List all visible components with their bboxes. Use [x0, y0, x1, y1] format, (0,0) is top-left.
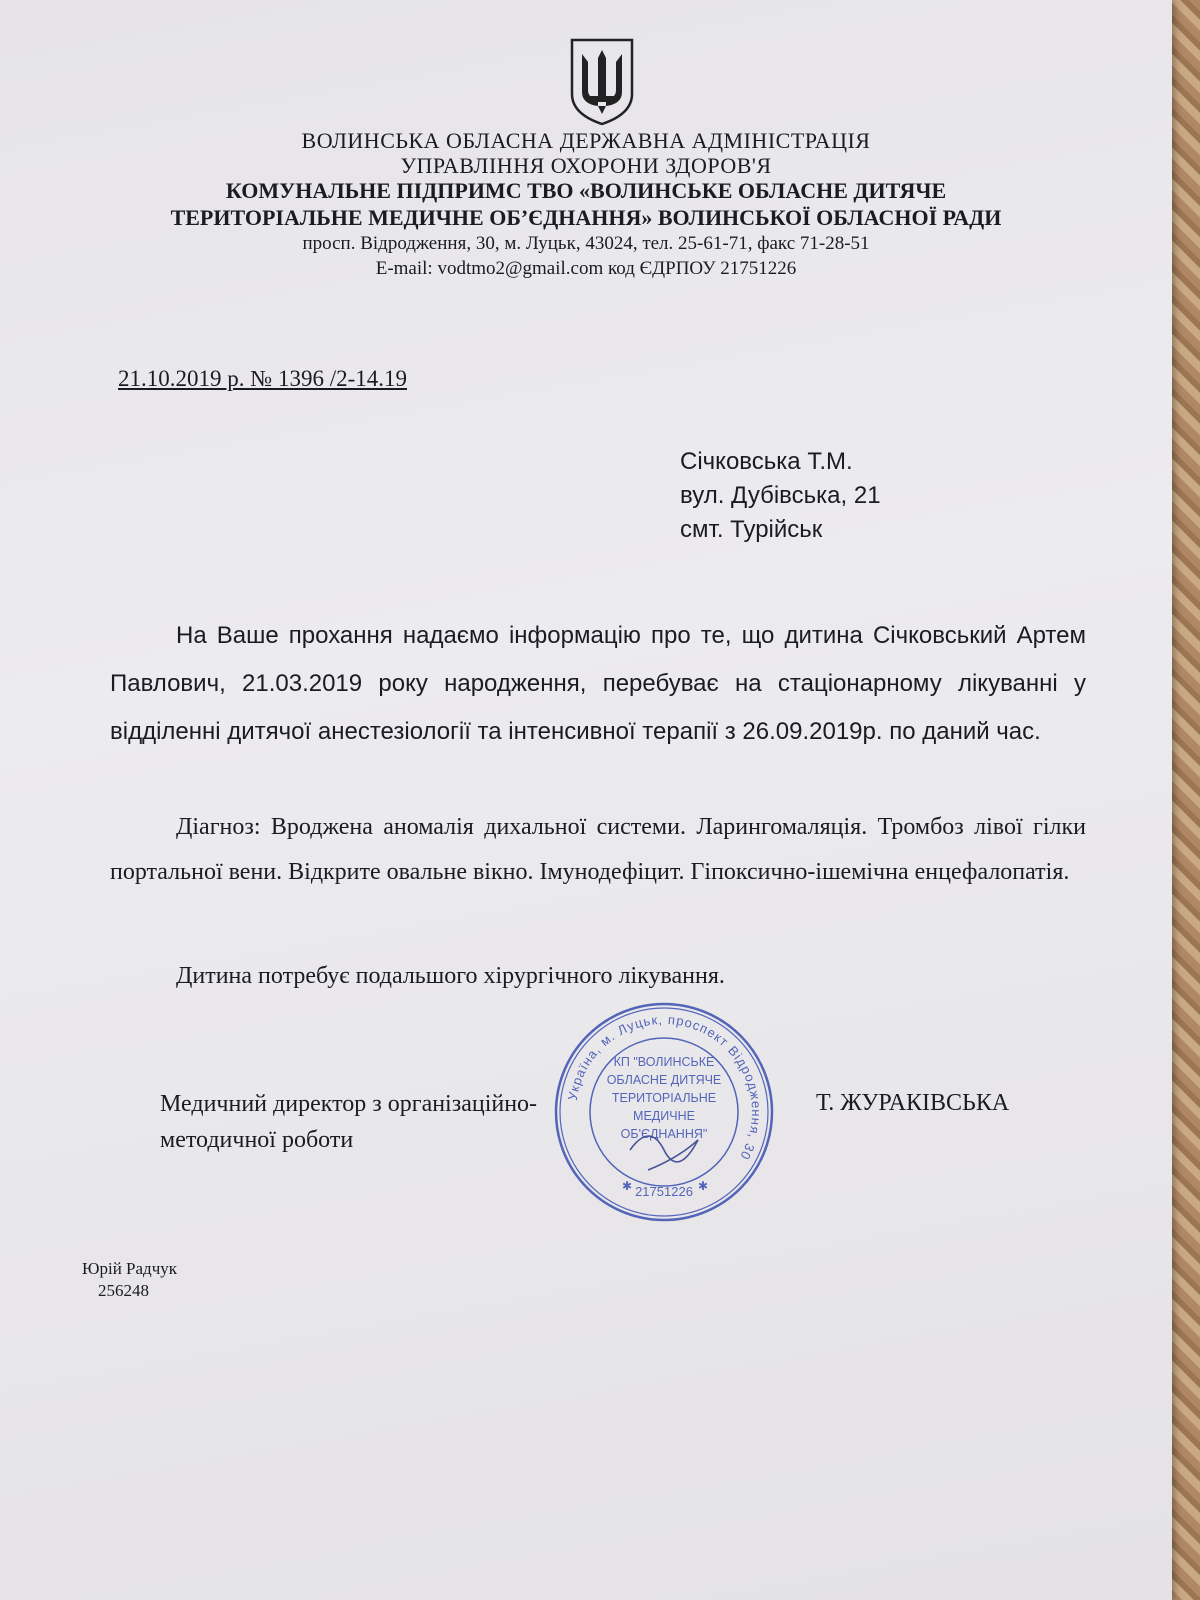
handwritten-signature [630, 1136, 698, 1170]
header-email: E-mail: vodtmo2@gmail.com код ЄДРПОУ 21751226 [375, 258, 797, 279]
signature-title [160, 1086, 537, 1158]
official-stamp [552, 1000, 776, 1224]
body-paragraph-1 [110, 612, 1086, 756]
stamp-line3: ТЕРИТОРІАЛЬНЕ [611, 1091, 717, 1105]
footer-author: Юрій Радчук [82, 1259, 178, 1278]
stamp-code: 21751226 [635, 1184, 693, 1199]
body-paragraph-2 [110, 805, 1086, 895]
stamp-line4: МЕДИЧНЕ [633, 1109, 695, 1123]
recipient-street: вул. Дубівська, 21 [680, 482, 881, 509]
signature-title-line2: методичної роботи [160, 1127, 354, 1153]
stamp-star-right-icon: ✱ [698, 1179, 709, 1193]
header-name-line2: ТЕРИТОРІАЛЬНЕ МЕДИЧНЕ ОБ’ЄДНАННЯ» ВОЛИНСЬКОЇ ОБЛАСНОЇ РАДИ [170, 205, 1002, 230]
reference-number: 21.10.2019 р. № 1396 /2-14.19 [118, 366, 407, 391]
recipient-town: смт. Турійськ [680, 516, 823, 543]
signature-title-line1: Медичний директор з організаційно- [160, 1091, 538, 1117]
footer [82, 1258, 177, 1302]
stamp-ring-text: Україна, м. Луцьк, проспект Відродження, 30 [564, 1011, 765, 1163]
header-address: просп. Відродження, 30, м. Луцьк, 43024, тел. 25-61-71, факс 71-28-51 [302, 233, 870, 254]
stamp-line5: ОБ'ЄДНАННЯ" [620, 1127, 708, 1141]
body-paragraph-1-text: На Ваше прохання надаємо інформацію про те, що дитина Січковський Артем Павлович, 21.03.2019 року народження, перебуває на стаціонарному лікуванні у відділенні дитячої анестезіології та інтенсивної терапії з 26.09.2019р. по даний час. [110, 622, 1086, 745]
body-paragraph-2-text: Діагноз: Вроджена аномалія дихальної системи. Ларингомаляція. Тромбоз лівої гілки портальної вени. Відкрите овальне вікно. Імунодефіцит. Гіпоксично-ішемічна енцефалопатія. [110, 814, 1086, 885]
header-org: ВОЛИНСЬКА ОБЛАСНА ДЕРЖАВНА АДМІНІСТРАЦІЯ [301, 128, 871, 153]
body-paragraph-3: Дитина потребує подальшого хірургічного лікування. [176, 963, 725, 989]
coat-of-arms-icon [568, 36, 636, 126]
stamp-line2: ОБЛАСНЕ ДИТЯЧЕ [606, 1073, 722, 1087]
stamp-star-left-icon: ✱ [622, 1179, 633, 1193]
header-department: УПРАВЛІННЯ ОХОРОНИ ЗДОРОВ'Я [400, 153, 772, 178]
recipient-name: Січковська Т.М. [680, 448, 853, 475]
signature-name: Т. ЖУРАКІВСЬКА [816, 1090, 1010, 1116]
stamp-line1: КП "ВОЛИНСЬКЕ [613, 1055, 715, 1069]
header-name-line1: КОМУНАЛЬНЕ ПІДПРИМС ТВО «ВОЛИНСЬКЕ ОБЛАСНЕ ДИТЯЧЕ [225, 178, 947, 203]
footer-phone: 256248 [98, 1281, 149, 1300]
